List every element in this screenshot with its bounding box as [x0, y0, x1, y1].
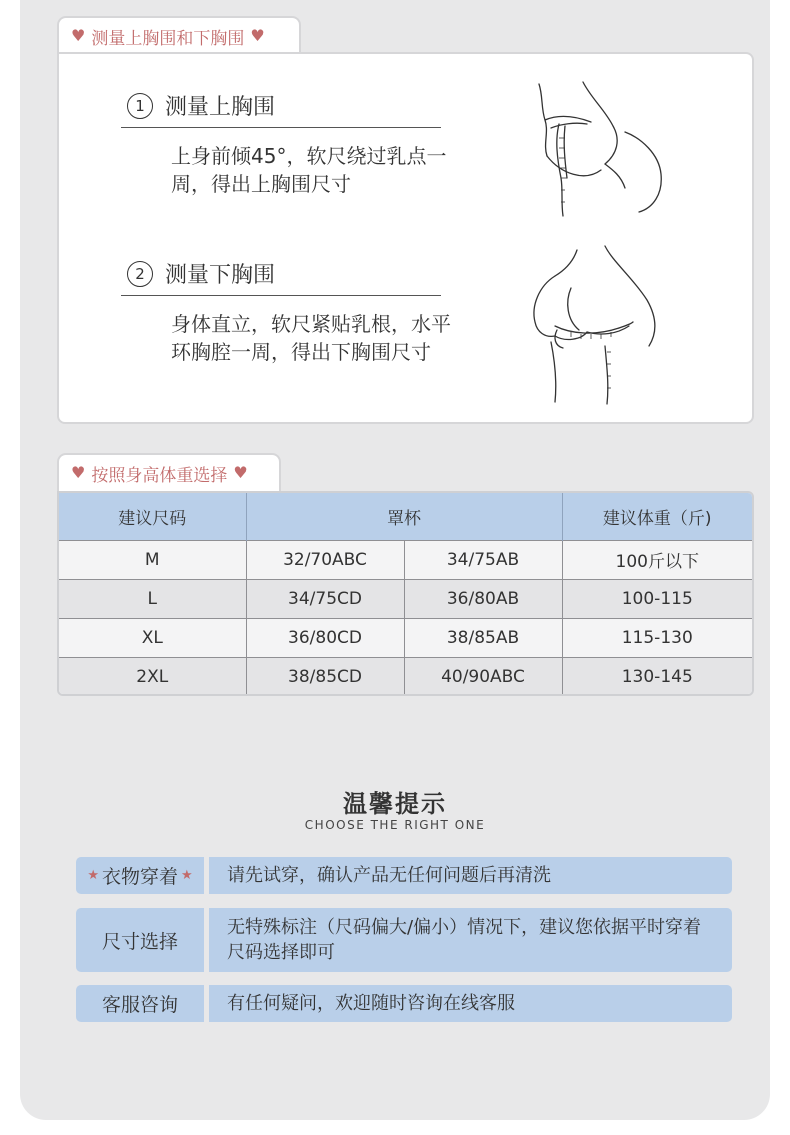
heart-icon: ♥ [233, 463, 248, 482]
header-size: 建议尺码 [59, 493, 246, 540]
cell-weight: 115-130 [562, 618, 752, 657]
step-description: 身体直立，软尺紧贴乳根，水平环胸腔一周，得出下胸围尺寸 [171, 312, 451, 364]
step-description: 上身前倾45°，软尺绕过乳点一周，得出上胸围尺寸 [171, 144, 447, 196]
measure-step-lower [121, 258, 451, 366]
lower-chest-illustration [521, 242, 671, 407]
table-header-row [59, 493, 752, 540]
table-row [59, 579, 752, 618]
step-divider [121, 295, 441, 296]
size-section-tag [57, 453, 281, 491]
cell-cup: 40/90ABC [404, 657, 562, 696]
cell-cup: 38/85AB [404, 618, 562, 657]
step-number-1: 1 [127, 93, 153, 119]
heart-icon: ♥ [250, 26, 265, 45]
tip-label [76, 908, 204, 972]
cell-weight: 100-115 [562, 579, 752, 618]
header-cup: 罩杯 [246, 493, 562, 540]
size-section-tag-label: 按照身高体重选择 [91, 465, 228, 486]
table-row [59, 540, 752, 579]
table-row [59, 618, 752, 657]
tip-text: 无特殊标注（尺码偏大/偏小）情况下，建议您依据平时穿着尺码选择即可 [209, 908, 732, 972]
cell-size: M [59, 540, 246, 579]
measure-section-tag [57, 16, 301, 54]
cell-cup: 38/85CD [246, 657, 404, 696]
step-title: 测量下胸围 [165, 263, 276, 288]
tip-label [76, 857, 204, 894]
heart-icon: ♥ [71, 26, 86, 45]
star-icon: ★ [181, 868, 193, 883]
cell-weight: 130-145 [562, 657, 752, 696]
cell-weight: 100斤以下 [562, 540, 752, 579]
tips-subtitle: CHOOSE THE RIGHT ONE [304, 818, 486, 832]
step-number-2: 2 [127, 261, 153, 287]
table-row [59, 657, 752, 696]
upper-chest-illustration [521, 78, 671, 228]
tips-title: 温馨提示 [343, 790, 447, 818]
measure-step-upper [121, 90, 451, 198]
tip-row-wearing [76, 857, 732, 894]
cell-size: 2XL [59, 657, 246, 696]
tip-row-size [76, 908, 732, 972]
tip-text: 有任何疑问，欢迎随时咨询在线客服 [209, 985, 732, 1022]
cell-size: L [59, 579, 246, 618]
cell-size: XL [59, 618, 246, 657]
tip-text: 请先试穿，确认产品无任何问题后再清洗 [209, 857, 732, 894]
tip-label-text: 尺寸选择 [101, 930, 178, 953]
heart-icon: ♥ [71, 463, 86, 482]
cell-cup: 34/75CD [246, 579, 404, 618]
star-icon: ★ [87, 868, 99, 883]
cell-cup: 36/80AB [404, 579, 562, 618]
cell-cup: 32/70ABC [246, 540, 404, 579]
step-divider [121, 127, 441, 128]
tip-row-service [76, 985, 732, 1022]
measure-card [57, 52, 754, 424]
header-weight: 建议体重（斤) [562, 493, 752, 540]
step-title: 测量上胸围 [165, 95, 276, 120]
cell-cup: 36/80CD [246, 618, 404, 657]
tip-label [76, 985, 204, 1022]
tip-label-text: 客服咨询 [101, 994, 178, 1016]
tip-label-text: 衣物穿着 [101, 866, 178, 888]
cell-cup: 34/75AB [404, 540, 562, 579]
size-table [57, 491, 754, 696]
measure-section-tag-label: 测量上胸围和下胸围 [91, 28, 245, 49]
